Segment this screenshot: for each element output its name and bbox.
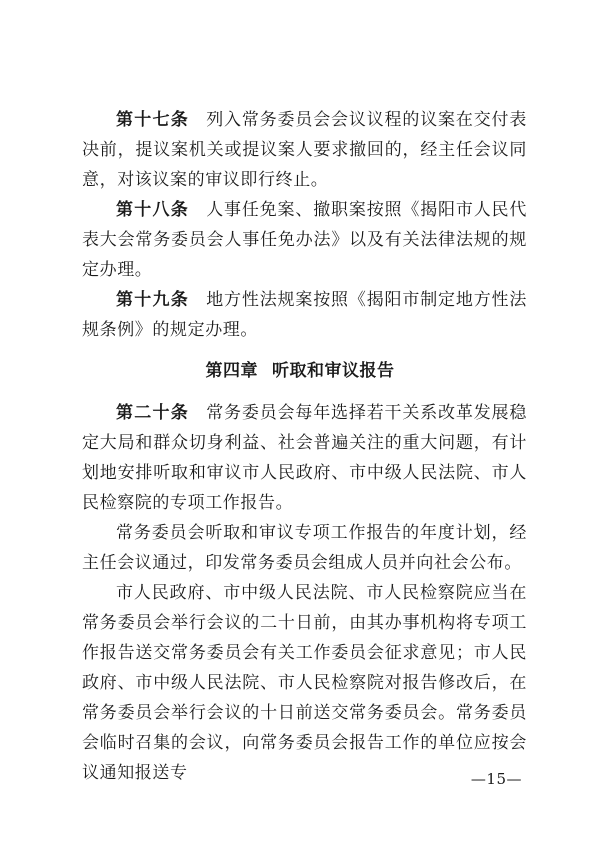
article-20 xyxy=(82,398,527,518)
article-number: 第十七条 xyxy=(116,110,189,130)
article-17 xyxy=(82,105,527,195)
paragraph: 常务委员会听取和审议专项工作报告的年度计划，经主任会议通过，印发常务委员会组成人员并向社会公布。 xyxy=(82,523,527,573)
chapter-title: 听取和审议报告 xyxy=(272,361,395,381)
article-18 xyxy=(82,195,527,285)
article-text: 地方性法规案按照《揭阳市制定地方性法规条例》的规定办理。 xyxy=(82,290,527,340)
article-19 xyxy=(82,285,527,345)
chapter-heading xyxy=(0,356,600,381)
chapter-number: 第四章 xyxy=(205,361,258,381)
article-number: 第二十条 xyxy=(116,403,189,423)
article-number: 第十九条 xyxy=(116,290,189,310)
page-number: —15— xyxy=(470,770,522,788)
article-number: 第十八条 xyxy=(116,200,189,220)
article-text: 常务委员会每年选择若干关系改革发展稳定大局和群众切身利益、社会普遍关注的重大问题，有计划地安排听取和审议市人民政府、市中级人民法院、市人民检察院的专项工作报告。 xyxy=(82,403,527,513)
paragraph: 市人民政府、市中级人民法院、市人民检察院应当在常务委员会举行会议的二十日前，由其办事机构将专项工作报告送交常务委员会有关工作委员会征求意见；市人民政府、市中级人民法院、市人民检察院对报告修改后，在常务委员会举行会议的十日前送交常务委员会。常务委员会临时召集的会议，向常务委员会报告工作的单位应按会议通知报送专 xyxy=(82,583,527,783)
article-text: 列入常务委员会会议议程的议案在交付表决前，提议案机关或提议案人要求撤回的，经主任会议同意，对该议案的审议即行终止。 xyxy=(82,110,527,190)
article-text: 人事任免案、撤职案按照《揭阳市人民代表大会常务委员会人事任免办法》以及有关法律法规的规定办理。 xyxy=(82,200,527,280)
